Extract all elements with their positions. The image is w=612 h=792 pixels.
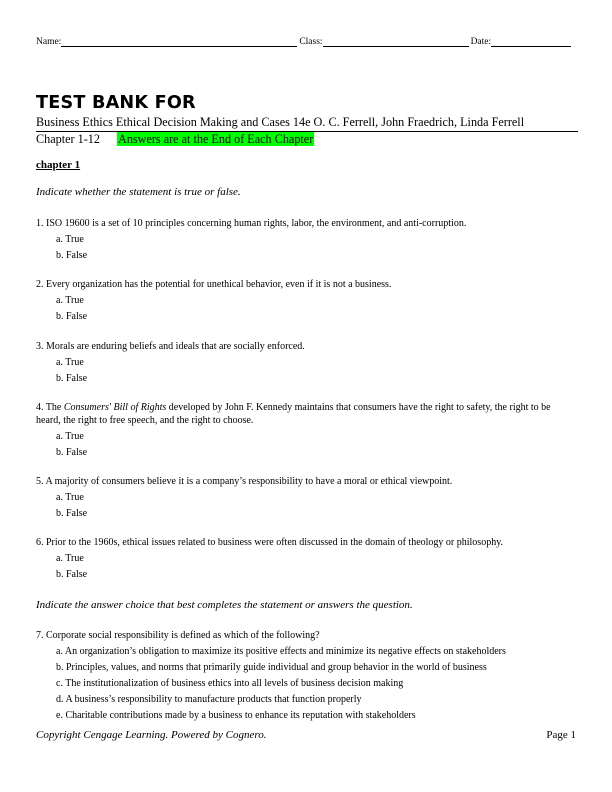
question-6 — [36, 537, 570, 582]
answers-note-highlight: Answers are at the End of Each Chapter — [118, 132, 314, 146]
option-false: b. False — [56, 446, 88, 458]
question-3 — [36, 341, 570, 386]
section-heading: chapter 1 — [36, 159, 81, 171]
question-1 — [36, 218, 570, 263]
option-false: b. False — [56, 311, 88, 322]
option-d: d. A business’s responsibility to manufacture products that function properly — [56, 694, 362, 705]
option-a: a. An organization’s obligation to maximize its positive effects and minimize its negative effects on stakeholders — [56, 646, 506, 657]
name-field[interactable] — [61, 36, 297, 47]
question-stem: 6. Prior to the 1960s, ethical issues related to business were often discussed in the domain of theology or philosophy. — [36, 537, 504, 548]
question-stem: 2. Every organization has the potential for unethical behavior, even if it is not a business. — [36, 279, 392, 290]
student-info-line — [36, 36, 576, 47]
question-4 — [36, 402, 570, 459]
instruction-true-false: Indicate whether the statement is true or false. — [36, 186, 241, 198]
name-label: Name: — [36, 37, 62, 47]
copyright-notice: Copyright Cengage Learning. Powered by Cognero. — [36, 729, 267, 741]
question-stem — [36, 402, 570, 427]
class-label: Class: — [299, 37, 323, 47]
option-true: a. True — [56, 295, 84, 306]
option-false: b. False — [56, 569, 88, 580]
question-stem: 5. A majority of consumers believe it is a company’s responsibility to have a moral or ethical viewpoint. — [36, 476, 453, 487]
date-label: Date: — [470, 37, 492, 47]
question-5 — [36, 476, 570, 521]
question-stem: 3. Morals are enduring beliefs and ideals that are socially enforced. — [36, 341, 305, 352]
page-title: TEST BANK FOR — [36, 92, 196, 113]
chapter-range-line — [36, 132, 314, 147]
option-false: b. False — [56, 373, 88, 384]
book-subtitle: Business Ethics Ethical Decision Making and Cases 14e O. C. Ferrell, John Fraedrich, Linda Ferrell — [36, 115, 578, 132]
chapter-range: Chapter 1-12 — [36, 132, 100, 146]
option-true: a. True — [56, 492, 84, 503]
option-e: e. Charitable contributions made by a business to enhance its reputation with stakeholders — [56, 710, 416, 721]
option-true: a. True — [56, 553, 84, 564]
question-stem: 1. ISO 19600 is a set of 10 principles concerning human rights, labor, the environment, and anti-corruption. — [36, 218, 467, 229]
question-7 — [36, 630, 570, 723]
option-false: b. False — [56, 250, 88, 261]
question-stem: 7. Corporate social responsibility is defined as which of the following? — [36, 630, 320, 641]
stem-suffix: developed by John F. Kennedy maintains that consumers have the right to safety, the right to be heard, the right to free speech, and the right to choose. — [36, 402, 551, 426]
option-false: b. False — [56, 508, 88, 519]
instruction-multiple-choice: Indicate the answer choice that best completes the statement or answers the question. — [36, 599, 413, 611]
option-true: a. True — [56, 234, 84, 245]
date-field[interactable] — [491, 36, 571, 47]
class-field[interactable] — [323, 36, 469, 47]
option-c: c. The institutionalization of business ethics into all levels of business decision making — [56, 678, 404, 689]
stem-italic-title: Consumers' Bill of Rights — [63, 402, 167, 413]
option-b: b. Principles, values, and norms that primarily guide individual and group behavior in the world of business — [56, 662, 487, 673]
question-2 — [36, 279, 570, 324]
page-number: Page 1 — [546, 729, 576, 741]
page-footer — [36, 729, 576, 741]
option-true: a. True — [56, 430, 84, 442]
option-true: a. True — [56, 357, 84, 368]
stem-prefix: 4. The — [36, 402, 64, 413]
